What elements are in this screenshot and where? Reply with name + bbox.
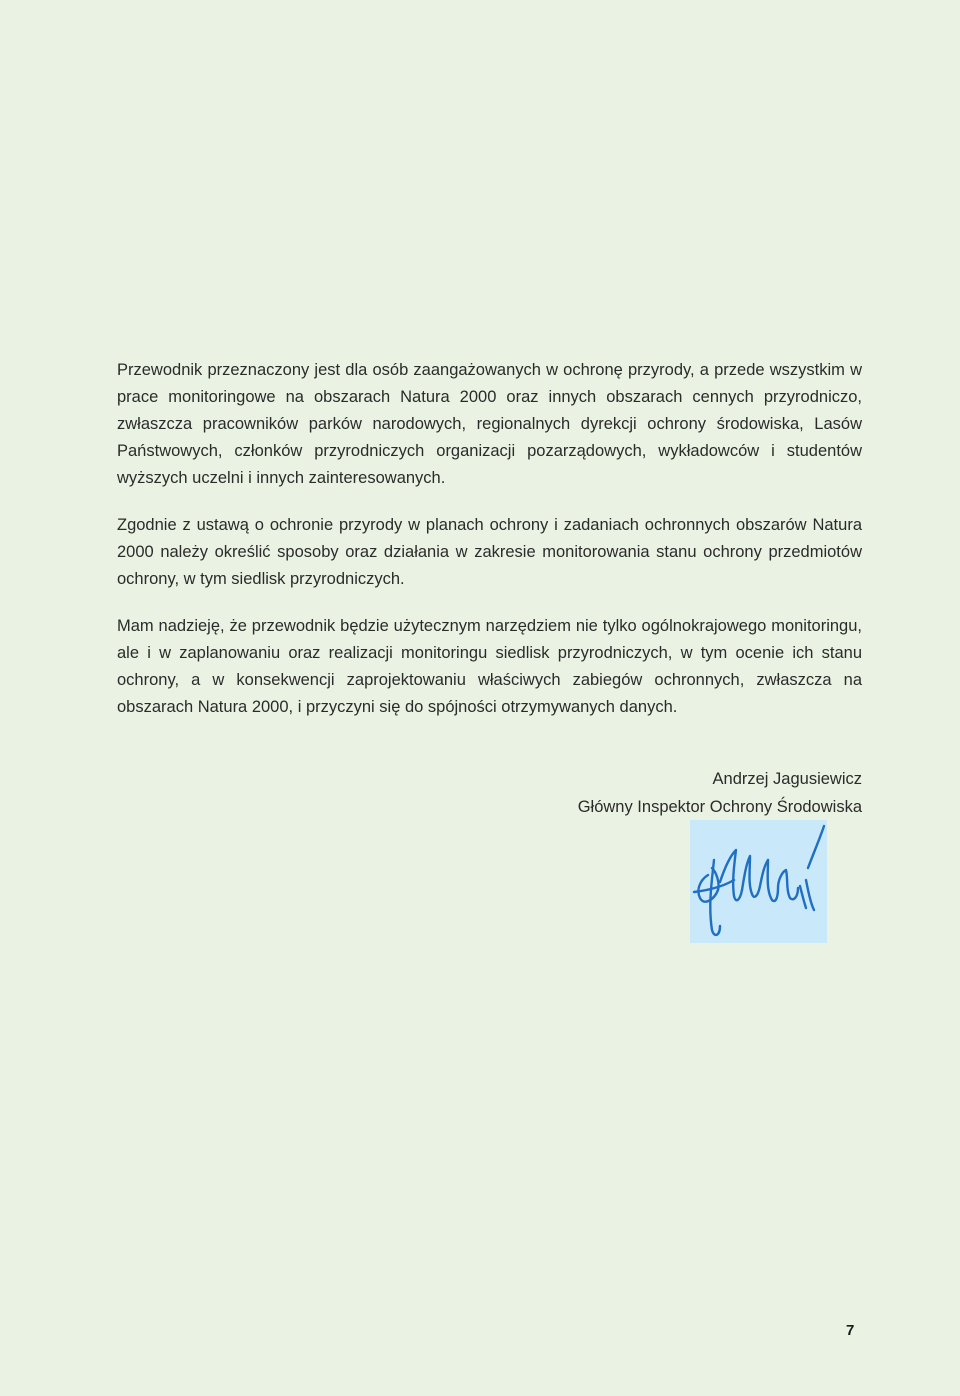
page-number: 7 [846,1322,855,1339]
signatory-title: Główny Inspektor Ochrony Środowiska [577,798,862,816]
signature-block [578,765,862,821]
paragraph-law: Zgodnie z ustawą o ochronie przyrody w planach ochrony i zadaniach ochronnych obszarów Natura 2000 należy określić sposoby oraz działania w zakresie monitorowania stanu ochrony przedmiotów ochrony, w tym siedlisk przyrodniczych. [117,516,862,588]
paragraph-hope: Mam nadzieję, że przewodnik będzie użytecznym narzędziem nie tylko ogólnokrajowego monitoringu, ale i w zaplanowaniu oraz realizacji monitoringu siedlisk przyrodniczych, w tym ocenie ich stanu ochrony, a w konsekwencji zaprojektowaniu właściwych zabiegów ochronnych, zwłaszcza na obszarach Natura 2000, i przyczyni się do spójności otrzymywanych danych. [117,617,862,716]
handwritten-signature [690,820,827,943]
paragraph-intro: Przewodnik przeznaczony jest dla osób zaangażowanych w ochronę przyrody, a przede wszystkim w prace monitoringowe na obszarach Natura 2000 oraz innych obszarach cennych przyrodniczo, zwłaszcza pracowników parków narodowych, regionalnych dyrekcji ochrony środowiska, Lasów Państwowych, członków przyrodniczych organizacji pozarządowych, wykładowców i studentów wyższych uczelni i innych zainteresowanych. [117,361,862,487]
signature-icon [690,820,827,943]
body-text [117,357,862,741]
signatory-name: Andrzej Jagusiewicz [712,770,862,788]
